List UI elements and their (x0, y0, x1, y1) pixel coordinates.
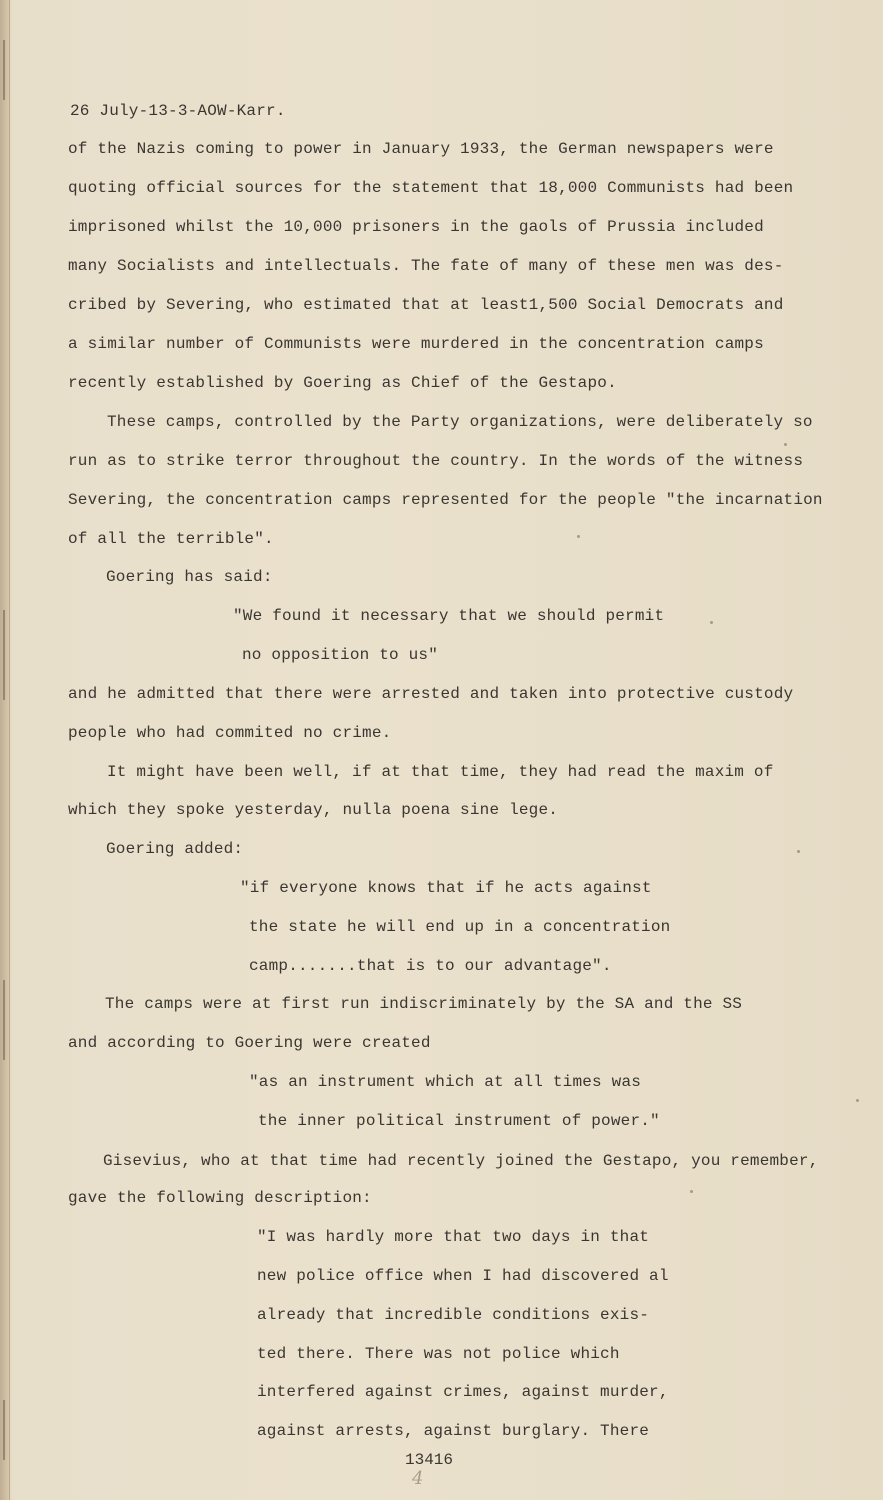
quote-line: the state he will end up in a concentration (249, 918, 671, 936)
handwritten-page-mark: 4 (412, 1468, 424, 1489)
quote-line: against arrests, against burglary. There (257, 1422, 650, 1440)
binding-mark (3, 980, 5, 1060)
paper-speck (856, 1099, 859, 1102)
text-line: a similar number of Communists were murdered in the concentration camps (68, 335, 764, 353)
text-line: Gisevius, who at that time had recently joined the Gestapo, you remember, (103, 1152, 819, 1170)
text-line: run as to strike terror throughout the country. In the words of the witness (68, 452, 804, 470)
text-line: Goering added: (106, 840, 244, 858)
paper-speck (690, 1190, 693, 1193)
paper-speck (577, 535, 580, 538)
quote-line: "We found it necessary that we should permit (233, 607, 665, 625)
page-number: 13416 (405, 1451, 454, 1469)
text-line: These camps, controlled by the Party organizations, were deliberately so (107, 413, 813, 431)
paper-speck (710, 621, 713, 624)
binding-edge (0, 0, 10, 1500)
quote-line: ted there. There was not police which (257, 1345, 620, 1363)
quote-line: already that incredible conditions exis- (257, 1306, 650, 1324)
paper-speck (784, 443, 787, 446)
text-line: recently established by Goering as Chief of the Gestapo. (68, 374, 617, 392)
text-line: The camps were at first run indiscriminately by the SA and the SS (105, 995, 743, 1013)
text-line: quoting official sources for the statement that 18,000 Communists had been (68, 179, 794, 197)
text-line: gave the following description: (68, 1189, 372, 1207)
text-line: It might have been well, if at that time, they had read the maxim of (107, 763, 774, 781)
document-header: 26 July-13-3-AOW-Karr. (70, 102, 286, 120)
text-line: many Socialists and intellectuals. The fate of many of these men was des- (68, 257, 784, 275)
text-line: and according to Goering were created (68, 1034, 431, 1052)
binding-mark (3, 610, 5, 700)
text-line: Goering has said: (106, 568, 273, 586)
text-line: of the Nazis coming to power in January 1933, the German newspapers were (68, 140, 774, 158)
quote-line: "if everyone knows that if he acts against (240, 879, 652, 897)
quote-line: "I was hardly more that two days in that (257, 1228, 650, 1246)
binding-mark (3, 40, 5, 100)
text-line: cribed by Severing, who estimated that at least1,500 Social Democrats and (68, 296, 784, 314)
quote-line: new police office when I had discovered al (257, 1267, 669, 1285)
quote-line: no opposition to us" (242, 646, 439, 664)
text-line: and he admitted that there were arrested and taken into protective custody (68, 685, 794, 703)
quote-line: camp.......that is to our advantage". (249, 957, 612, 975)
text-line: Severing, the concentration camps represented for the people "the incarnation (68, 491, 823, 509)
text-line: of all the terrible". (68, 530, 274, 548)
text-line: imprisoned whilst the 10,000 prisoners in the gaols of Prussia included (68, 218, 764, 236)
quote-line: "as an instrument which at all times was (249, 1073, 642, 1091)
quote-line: the inner political instrument of power." (258, 1112, 660, 1130)
text-line: which they spoke yesterday, nulla poena sine lege. (68, 801, 559, 819)
text-line: people who had commited no crime. (68, 724, 392, 742)
binding-mark (3, 1400, 5, 1460)
paper-speck (797, 850, 800, 853)
quote-line: interfered against crimes, against murder, (257, 1383, 669, 1401)
